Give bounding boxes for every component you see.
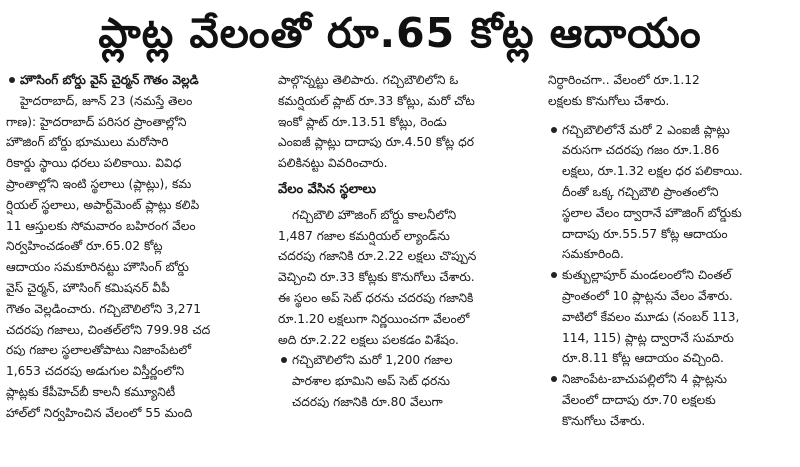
body-line: దీంతో ఒక్క గచ్చిబౌలి ప్రాంతంలోని — [562, 184, 719, 199]
bullet-line: నిజాంపేట-బాచుపల్లిలోని 4 ప్లాట్లను — [548, 369, 796, 390]
body-line: రూ.8.11 కోట్ల ఆదాయం వచ్చింది. — [562, 351, 724, 366]
body-line: గౌతం వెల్లడించారు. గచ్చిబౌలిలోని 3,271 — [6, 301, 201, 316]
body-line: వైస్ చైర్మన్, హౌసింగ్ కమిషనర్ వీపీ — [6, 280, 170, 295]
body-line: అది రూ.2.22 లక్షలు పలకడం విశేషం. — [278, 332, 459, 347]
body-line: చదరపు గజాలు, చింతల్‌లోని 799.98 చద — [6, 322, 211, 337]
body-line: ఇంకో ప్లాట్ రూ.13.51 కోట్లు, రెండు — [278, 114, 447, 129]
body-line: పారశాల భూమిని అప్ సెట్ ధరను — [292, 374, 451, 389]
body-line: ఎంఐజీ ప్లాట్లు దాదాపు రూ.4.50 కోట్ల ధర — [278, 135, 474, 150]
body-line: స్థలాల వేలం ద్వారానే హౌజింగ్ బోర్డుకు — [562, 205, 742, 220]
body-line: నిర్వహించడంతో రూ.65.02 కోట్ల — [6, 239, 163, 254]
body-line: చదరపు గజానికి రూ.2.22 లక్షలు చొప్పున — [278, 249, 477, 264]
article-column-2 — [278, 70, 534, 462]
body-line: చదరపు గజానికి రూ.80 వేలుగా — [292, 394, 443, 409]
body-line: ఆదాయం సమకూరినట్టు హౌసింగ్ బోర్డు — [6, 260, 189, 275]
body-line: ఈ స్థలం అప్ సెట్ ధరను చదరపు గజానికి — [278, 290, 474, 305]
body-line: హౌజింగ్ బోర్డు భూములు మరోసారి — [6, 135, 169, 150]
body-line: ప్రాంతంలో 10 ప్లాట్లను వేలం వేశారు. — [562, 288, 733, 303]
bullet-line: గచ్చిబౌలిలోని మరో 1,200 గజాల — [278, 350, 534, 371]
body-line: ర్షియల్ స్థలాలు, అపార్ట్‌మెంట్ ప్లాట్లు కలిపి — [6, 197, 200, 212]
body-line: నిర్ధారించగా.. వేలంలో రూ.1.12 — [548, 73, 700, 87]
body-line: హాల్‌లో నిర్వహించిన వేలంలో 55 మంది — [6, 405, 193, 420]
body-line: 1,487 గజాల కమర్షియల్ ల్యాండ్‌ను — [278, 228, 450, 243]
subheading: వేలం వేసిన స్థలాలు — [278, 181, 377, 197]
body-line: 11 ఆస్తులకు సోమవారం బహిరంగ వేలం — [6, 218, 196, 233]
headline: ప్లాట్ల వేలంతో రూ.65 కోట్ల ఆదాయం — [98, 9, 702, 57]
body-line: రూ.1.20 లక్షలుగా నిర్ణయించగా వేలంలో — [278, 311, 470, 326]
body-line: వరుసగా చదరపు గజం రూ.1.86 — [562, 143, 720, 158]
lead-bullet: హౌసింగ్ బోర్డు వైస్ చైర్మన్ గౌతం వెల్లడి — [6, 70, 266, 91]
body-line: 114, 115) ప్లాట్ల ద్వారానే సుమారు — [562, 330, 734, 345]
body-line: వాటిలో కేవలం మూడు (నంబర్ 113, — [562, 309, 740, 324]
body-line: కొనుగోలు చేశారు. — [562, 413, 646, 428]
body-line: హైదరాబాద్, జూన్ 23 (నమస్తే తెలం — [20, 93, 193, 108]
article-column-3 — [548, 70, 796, 462]
body-line: 1,653 చదరపు అడుగుల విస్తీర్ణంలోని — [6, 364, 185, 379]
article-column-1 — [6, 70, 266, 462]
body-line: రపు గజాల స్థలాలతోపాటు నిజాంపేటలో — [6, 343, 192, 358]
body-line: గచ్చిబౌలి హౌజింగ్ బోర్డు కాలనీలోని — [292, 207, 457, 222]
body-line: ప్లాట్లకు కేపీహెచ్‌బీ కాలనీ కమ్యూనిటీ — [6, 384, 176, 399]
body-line: ప్రాంతాల్లోని ఇంటి స్థలాలు (ప్లాట్లు), కమ — [6, 176, 192, 191]
body-line: రికార్డు స్థాయి ధరలు పలికాయి. వివిధ — [6, 156, 182, 171]
body-line: లక్షలు, రూ.1.32 లక్షల ధర పలికాయి. — [562, 164, 743, 179]
bullet-line: కుత్బుల్లాపూర్ మండలంలోని చింతల్ — [548, 265, 796, 286]
body-line: వేలంలో దాదాపు రూ.70 లక్షలకు — [562, 392, 716, 407]
bullet-line: గచ్చిబౌలిలోనే మరో 2 ఎంఐజీ ప్లాట్లు — [548, 120, 796, 141]
body-line: గాణ): హైదరాబాద్ పరిసర ప్రాంతాల్లోని — [6, 114, 187, 129]
body-line: పలికినట్టు వివరించారు. — [278, 156, 388, 171]
body-line: కమర్షియల్ ప్లాట్ రూ.33 కోట్లు, మరో చోట — [278, 93, 475, 108]
body-line: పాల్గొన్నట్టు తెలిపారు. గచ్చిబౌలిలోని ఓ — [278, 73, 459, 87]
body-line: వెచ్చించి రూ.33 కోట్లకు కొనుగోలు చేశారు. — [278, 270, 475, 285]
body-line: లక్షలకు కొనుగోలు చేశారు. — [548, 93, 670, 108]
body-line: దాదాపు రూ.55.57 కోట్ల ఆదాయం — [562, 226, 728, 241]
body-line: సమకూరింది. — [562, 247, 624, 262]
